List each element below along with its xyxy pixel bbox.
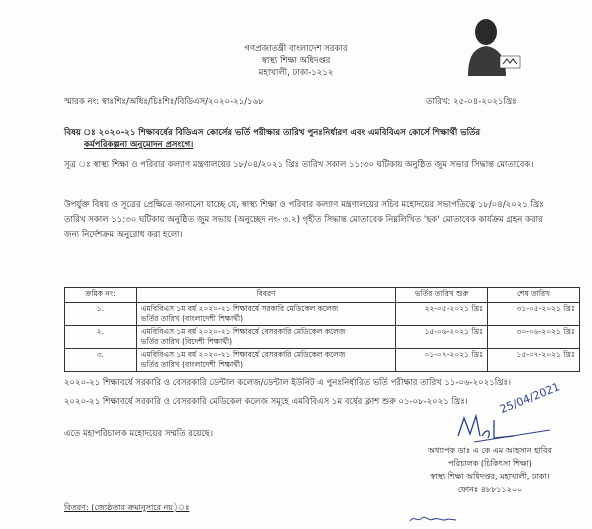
signatory-phone: ফোনঃ ৪৮৮১১২০০ — [457, 485, 523, 494]
table-row — [65, 303, 580, 326]
signatory-office: স্বাস্থ্য শিক্ষা অধিদপ্তর, মহাখালী, ঢাকা। — [430, 472, 550, 481]
handwritten-date: 25/04/2021 — [498, 380, 562, 417]
header-government: গণপ্রজাতন্ত্রী বাংলাদেশ সরকার — [244, 44, 348, 54]
row-description — [136, 326, 395, 349]
row-description-line-2: ভর্তির তারিখ (বাংলাদেশী শিক্ষার্থী) — [140, 314, 244, 323]
subject-line-2: কর্মপরিকল্পনা অনুমোদন প্রসংগে। — [84, 140, 194, 150]
table-header-row — [65, 288, 580, 303]
row-description-line-1: এমবিবিএস ১ম বর্ষ ২০২০-২১ শিক্ষাবর্ষে বেসরকারি মেডিকেল কলেজ — [140, 327, 346, 336]
row-start-date: ০১-০৭-২০২১ খ্রিঃ — [396, 349, 488, 372]
table-row — [65, 349, 580, 372]
row-description — [136, 303, 395, 326]
initials-mark — [408, 513, 458, 525]
header-description: বিবরণ — [136, 288, 395, 303]
row-end-date: ৩০-০৬-২০২১ খ্রিঃ — [488, 326, 580, 349]
row-end-date: ১৫-০৭-২০২১ খ্রিঃ — [488, 349, 580, 372]
row-description-line-2: ভর্তির তারিখ (বাংলাদেশী শিক্ষার্থী) — [140, 360, 244, 369]
memo-number: স্মারক নং: স্বাঃশিঃ/অধিঃ/চিঃশিঃ/বিডিএস/২০২০-২১/১৬৮ — [64, 97, 264, 107]
memo-date: তারিখ: ২৫-০৪-২০২১খ্রিঃ — [426, 97, 517, 107]
row-description-line-1: এমবিবিএস ১ম বর্ষ ২০২০-২১ শিক্ষাবর্ষে সরকারি মেডিকেল কলেজ — [140, 304, 339, 313]
consent-note: এতে মহাপরিচালক মহোদয়ের সম্মতি রয়েছে। — [64, 429, 213, 439]
header-end-date: শেষ তারিখ — [488, 288, 580, 303]
header-start-date: ভর্তির তারিখ শুরু — [396, 288, 488, 303]
row-start-date: ১৫-০৬-২০২১ খ্রিঃ — [396, 326, 488, 349]
row-description-line-1: এমবিবিএস ১ম বর্ষ ২০২০-২১ শিক্ষাবর্ষে বেসরকারি মেডিকেল কলেজ — [140, 350, 346, 359]
subject-line-1: বিষয় ঃ ২০২০-২১ শিক্ষাবর্ষের বিডিএস কোর্সের ভর্তি পরীক্ষার তারিখ পুনঃনির্ধারণ এবং এমবিবিএস কোর্সে শিক্ষার্থী ভর্তির — [64, 128, 481, 138]
row-end-date: ৩১-০৫-২০২১ খ্রিঃ — [488, 303, 580, 326]
row-description-line-2: ভর্তির তারিখ (বিদেশী শিক্ষার্থী) — [140, 337, 233, 346]
table-row — [65, 326, 580, 349]
distribution-label: বিতরণ: (জ্যেষ্ঠতার ক্রমানুসারে নয়)ঃ — [64, 503, 190, 512]
row-serial: ১. — [65, 303, 137, 326]
portrait-emblem — [462, 12, 522, 76]
signatory-designation: পরিচালক (চিকিৎসা শিক্ষা) — [448, 459, 532, 468]
row-description — [136, 349, 395, 372]
row-serial: ৩. — [65, 349, 137, 372]
body-paragraph: উপর্যুক্ত বিষয় ও সূত্রের প্রেক্ষিতে জানানো যাচ্ছে যে, স্বাস্থ্য শিক্ষা ও পরিবার কল্যাণ মন্ত্রণালয়ের সচিব মহোদয়ের সভাপতিত্বে ১৮/০৪/২০২১ খ্রিঃ তারিখ সকাল ১১:৩০ ঘটিকায় অনুষ্ঠিত জুম সভায় (অনুচ্ছেদ নং- ৩.২) গৃহীত সিদ্ধান্ত মোতাবেক নিম্নলিখিত 'ছক' মোতাবেক কার্যক্রম গ্রহন করার জন্য নির্দেশক্রম অনুরোধ করা হলো। — [64, 200, 544, 240]
reference-text: সূত্র ঃ স্বাস্থ্য শিক্ষা ও পরিবার কল্যাণ মন্ত্রণালয়ের ১৮/০৪/২০২১ খ্রিঃ তারিখ সকাল ১১:৩০ ঘটিকায় অনুষ্ঠিত জুম সভার সিদ্ধান্ত মোতাবেক। — [64, 160, 534, 170]
row-serial: ২. — [65, 326, 137, 349]
row-start-date: ২২-০৫-২০২১ খ্রিঃ — [396, 303, 488, 326]
signatory-name: অধ্যাপক ডাঃ এ কে এম আহসান হাবিব — [428, 446, 552, 455]
note-dental-exam-date: ২০২০-২১ শিক্ষাবর্ষে সরকারি ও বেসরকারি ডেন্টাল কলেজ/ডেন্টাল ইউনিট এ পুনঃনির্ধারিত ভর্তি পরীক্ষার তারিখ ১১-০৬-২০২১খ্রিঃ। — [64, 378, 512, 388]
header-address: মহাখালী, ঢাকা-১২১২ — [258, 68, 334, 78]
header-department: স্বাস্থ্য শিক্ষা অধিদপ্তর — [261, 56, 331, 66]
initials-scribble — [408, 510, 458, 529]
admission-schedule-table — [64, 287, 580, 372]
header-serial: ক্রমিক নং: — [65, 288, 137, 303]
portrait-image — [462, 12, 522, 76]
note-class-start-date: ২০২০-২১ শিক্ষাবর্ষে সরকারি ও বেসরকারি মেডিকেল কলেজ সমূহে এমবিবিএস ১ম বর্ষের ক্লাশ শুরু ০১-০৮-২০২১ খ্রিঃ। — [64, 397, 468, 407]
